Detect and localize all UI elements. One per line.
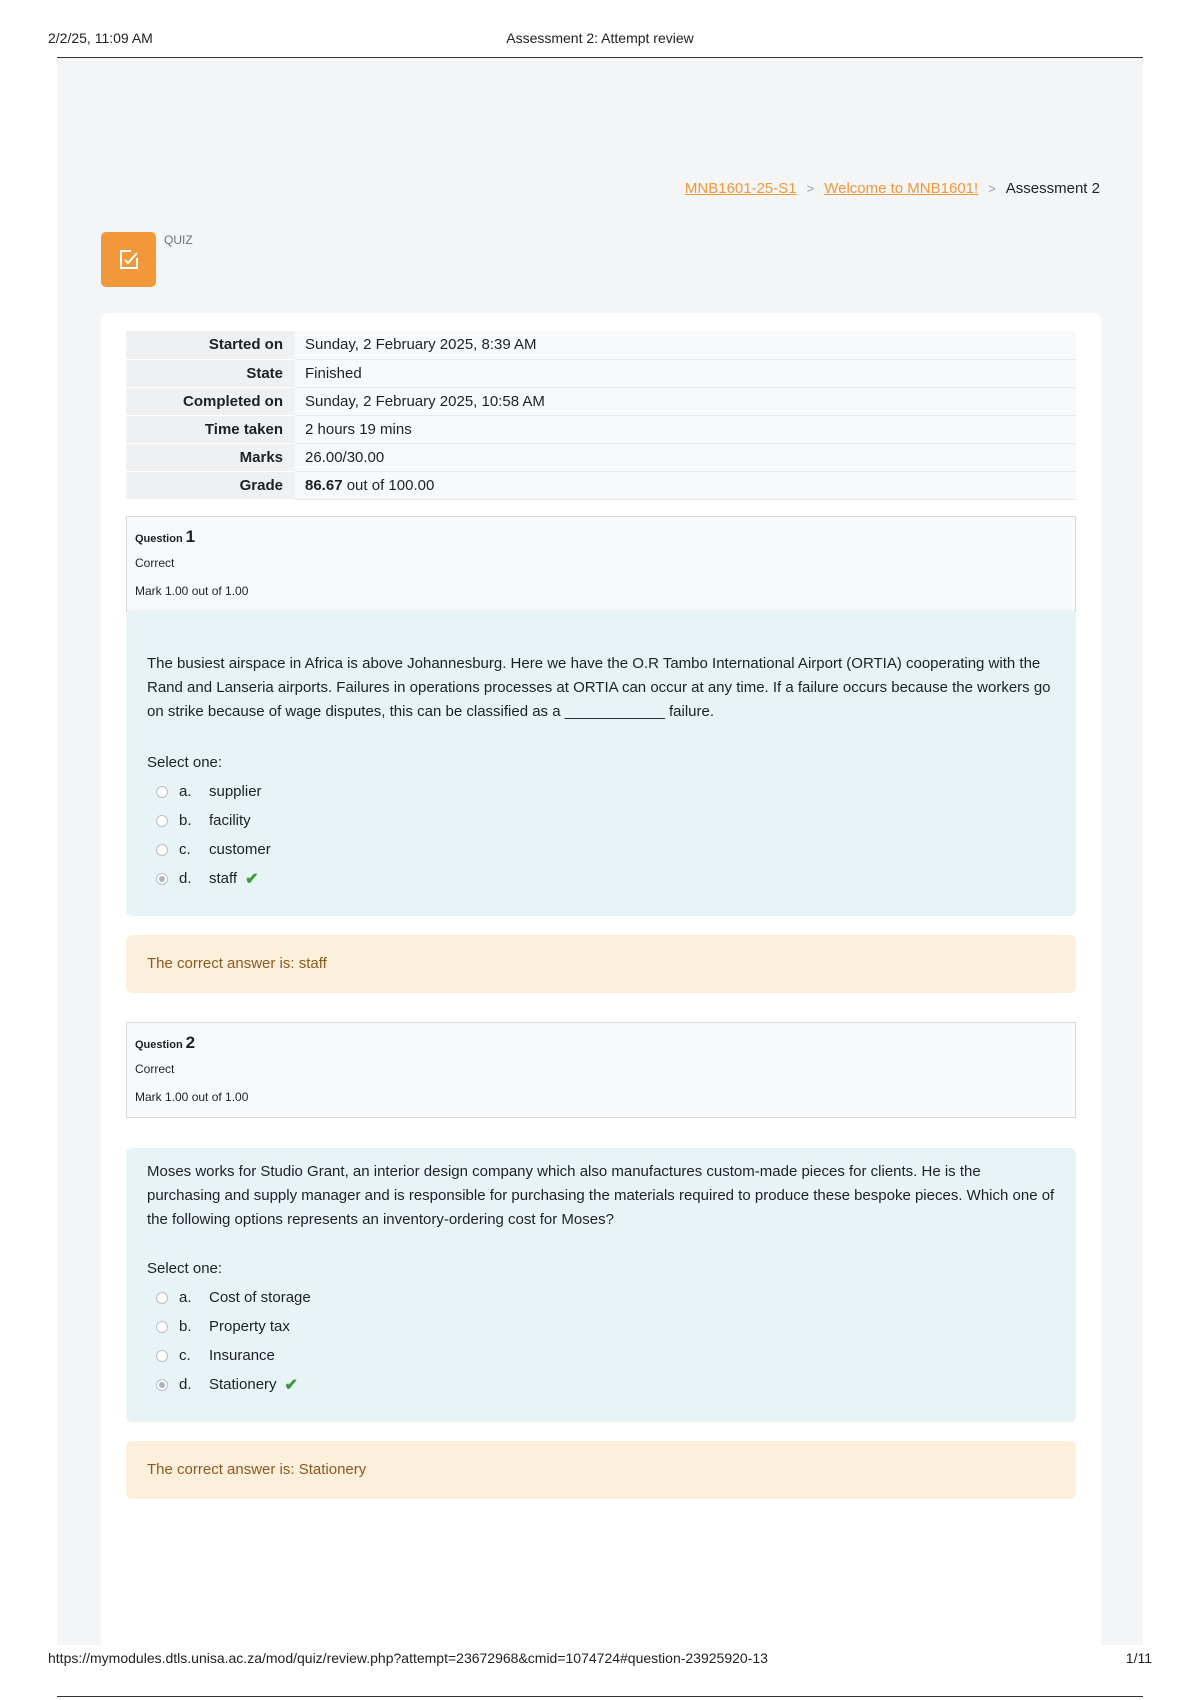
grade-out-of: out of 100.00 [342, 476, 435, 494]
option-letter: b. [179, 1318, 192, 1335]
print-header [48, 30, 1152, 50]
option-text: Property tax [209, 1318, 290, 1335]
breadcrumb-link-course[interactable]: MNB1601-25-S1 [684, 180, 797, 197]
radio-button[interactable] [156, 1292, 168, 1304]
radio-button[interactable] [156, 844, 168, 856]
summary-row [126, 359, 1076, 387]
answer-option[interactable] [156, 1341, 311, 1370]
option-text: Stationery [209, 1376, 277, 1393]
correct-answer-feedback-2 [126, 1441, 1076, 1499]
summary-value: Finished [295, 359, 1076, 387]
print-datetime: 2/2/25, 11:09 AM [48, 30, 153, 46]
option-letter: c. [179, 1347, 191, 1364]
summary-value: Sunday, 2 February 2025, 8:39 AM [295, 331, 1076, 359]
question-mark: Mark 1.00 out of 1.00 [135, 584, 249, 598]
summary-row [126, 443, 1076, 471]
breadcrumb-link-section[interactable]: Welcome to MNB1601! [824, 180, 979, 197]
question-label: Question [135, 1039, 183, 1051]
question-number-value: 1 [185, 527, 196, 546]
option-text: Cost of storage [209, 1289, 311, 1306]
checkmark-icon: ✔ [245, 870, 259, 888]
option-text: supplier [209, 783, 262, 800]
question-info-2 [126, 1022, 1076, 1118]
page-number: 1/11 [1125, 1650, 1152, 1666]
select-one-prompt: Select one: [147, 1260, 223, 1277]
summary-value [295, 471, 1076, 499]
summary-label: Completed on [126, 387, 295, 415]
correct-answer-feedback-1 [126, 935, 1076, 993]
option-text: Insurance [209, 1347, 275, 1364]
radio-button[interactable] [156, 815, 168, 827]
option-letter: a. [179, 783, 192, 800]
radio-button[interactable] [156, 786, 168, 798]
summary-label: Started on [126, 331, 295, 359]
page-url: https://mymodules.dtls.unisa.ac.za/mod/quiz/review.php?attempt=23672968&cmid=1074724#question-23925920-13 [48, 1650, 768, 1666]
option-letter: b. [179, 812, 192, 829]
radio-button[interactable] [156, 1350, 168, 1362]
summary-value: 26.00/30.00 [295, 443, 1076, 471]
feedback-text: The correct answer is: Stationery [147, 1461, 367, 1478]
breadcrumb [685, 180, 1100, 197]
feedback-text: The correct answer is: staff [147, 955, 327, 972]
question-state: Correct [135, 1062, 175, 1076]
answer-option[interactable] [156, 1283, 311, 1312]
select-one-prompt: Select one: [147, 754, 223, 771]
summary-row [126, 415, 1076, 443]
summary-value: 2 hours 19 mins [295, 415, 1076, 443]
summary-value: Sunday, 2 February 2025, 10:58 AM [295, 387, 1076, 415]
radio-button[interactable] [156, 1321, 168, 1333]
footer-divider [57, 1696, 1143, 1697]
question-number [135, 527, 195, 547]
summary-row [126, 331, 1076, 359]
question-number [135, 1033, 195, 1053]
answer-options [156, 777, 271, 893]
option-text: staff [209, 870, 238, 887]
question-content-2 [126, 1148, 1076, 1422]
summary-label: Grade [126, 471, 295, 499]
answer-option[interactable] [156, 835, 271, 864]
question-label: Question [135, 533, 183, 545]
option-letter: d. [179, 870, 192, 887]
chevron-right-icon: > [806, 181, 815, 196]
question-mark: Mark 1.00 out of 1.00 [135, 1090, 249, 1104]
answer-option-selected[interactable] [156, 1370, 311, 1399]
summary-label: Marks [126, 443, 295, 471]
question-info-1 [126, 516, 1076, 612]
grade-value: 86.67 [305, 476, 343, 494]
activity-type-label: QUIZ [164, 233, 193, 247]
summary-label: State [126, 359, 295, 387]
breadcrumb-current: Assessment 2 [1005, 180, 1100, 197]
summary-row [126, 387, 1076, 415]
question-text: Moses works for Studio Grant, an interior design company which also manufactures custom-made pieces for clients. He is the purchasing and supply manager and is responsible for purchasing the materials required to produce these bespoke pieces. Which one of the following options represents an inventory-ordering cost for Moses? [147, 1163, 1055, 1228]
option-letter: a. [179, 1289, 192, 1306]
radio-button-selected[interactable] [156, 1379, 168, 1391]
question-number-value: 2 [185, 1033, 196, 1052]
print-title: Assessment 2: Attempt review [506, 30, 694, 46]
question-state: Correct [135, 556, 175, 570]
option-letter: c. [179, 841, 191, 858]
question-content-1 [126, 610, 1076, 916]
summary-row [126, 471, 1076, 499]
answer-option[interactable] [156, 777, 271, 806]
chevron-right-icon: > [988, 181, 996, 196]
checkmark-icon: ✔ [284, 1376, 298, 1394]
quiz-icon [101, 232, 156, 287]
radio-button-selected[interactable] [156, 873, 168, 885]
answer-option[interactable] [156, 806, 271, 835]
option-letter: d. [179, 1376, 192, 1393]
answer-options [156, 1283, 311, 1399]
question-text: The busiest airspace in Africa is above Johannesburg. Here we have the O.R Tambo International Airport (ORTIA) cooperating with the Rand and Lanseria airports. Failures in operations processes at ORTIA can occur at any time. If a failure occurs because the workers go on strike because of wage disputes, this can be classified as a ____________ failure. [147, 655, 1051, 720]
attempt-summary-table [126, 331, 1076, 500]
option-text: customer [209, 841, 271, 858]
option-text: facility [209, 812, 251, 829]
summary-label: Time taken [126, 415, 295, 443]
answer-option[interactable] [156, 1312, 311, 1341]
answer-option-selected[interactable] [156, 864, 271, 893]
